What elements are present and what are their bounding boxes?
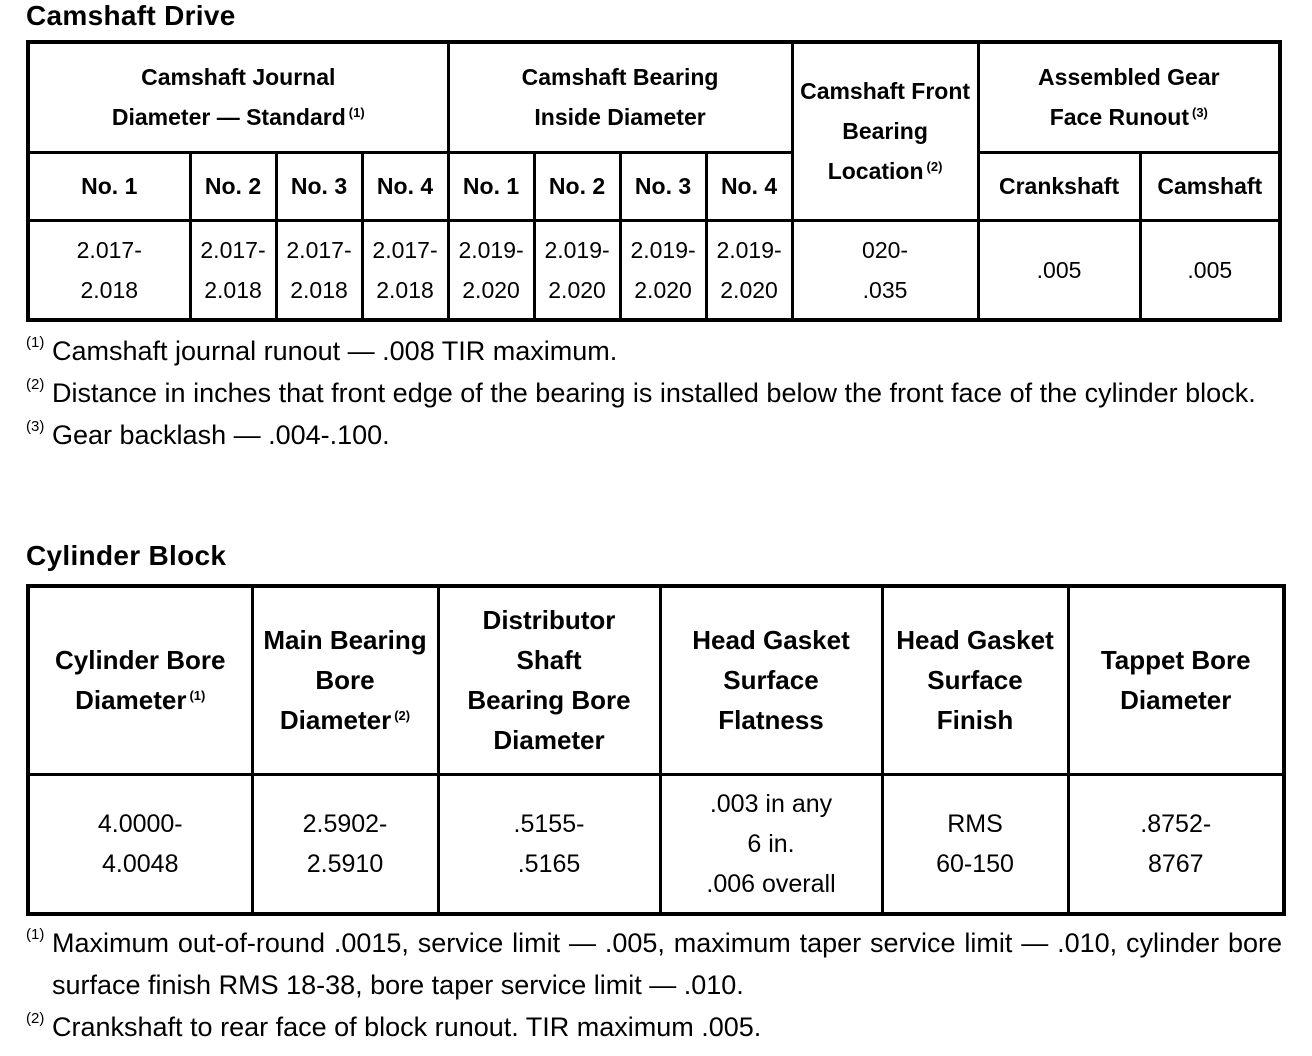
bearing-no2-value: 2.019- 2.020 — [534, 220, 620, 320]
front-bearing-location-header: Camshaft Front Bearing Location $^{(2)}$ — [792, 42, 978, 220]
footnote — [26, 922, 1282, 1006]
crankshaft-runout-value: .005 — [978, 220, 1140, 320]
distributor-shaft-bearing-bore-value: .5155- .5165 — [438, 774, 660, 914]
cylinder-bore-diameter-value: 4.0000- 4.0048 — [28, 774, 252, 914]
footnote — [26, 414, 1282, 456]
bearing-no1-value: 2.019- 2.020 — [448, 220, 534, 320]
footnote-marker: (2) — [394, 707, 411, 723]
distributor-shaft-bearing-bore-header: Distributor Shaft Bearing Bore Diameter — [438, 586, 660, 774]
bearing-no1-header: No. 1 — [448, 152, 534, 220]
footnote-marker: (1) — [348, 104, 365, 120]
bearing-no2-header: No. 2 — [534, 152, 620, 220]
footnote-marker: (3) — [26, 418, 45, 435]
head-gasket-flatness-header: Head Gasket Surface Flatness — [660, 586, 882, 774]
camshaft-runout-value: .005 — [1140, 220, 1280, 320]
cylinder-block-table — [26, 584, 1286, 916]
tappet-bore-diameter-value: .8752- 8767 — [1068, 774, 1284, 914]
footnote — [26, 372, 1282, 414]
journal-no2-value: 2.017- 2.018 — [190, 220, 276, 320]
footnote — [26, 330, 1282, 372]
camshaft-header: Camshaft — [1140, 152, 1280, 220]
footnote-marker: (2) — [26, 376, 45, 393]
front-bearing-location-value: 020- .035 — [792, 220, 978, 320]
footnote-text: Gear backlash — .004-.100. — [52, 420, 390, 450]
journal-no3-header: No. 3 — [276, 152, 362, 220]
footnote-marker: (1) — [189, 687, 206, 703]
footnote-text: Maximum out-of-round .0015, service limit — .005, maximum taper service limit — .010, cylinder bore surface finish RMS 18-38, bore taper service limit — .010. — [52, 928, 1282, 1000]
footnote-marker: (1) — [26, 926, 45, 943]
footnote-text: Crankshaft to rear face of block runout. TIR maximum .005. — [52, 1012, 762, 1042]
gear-face-runout-header: Assembled Gear Face Runout $^{(3)}$ — [978, 42, 1280, 152]
bearing-no4-header: No. 4 — [706, 152, 792, 220]
footnote-text: Camshaft journal runout — .008 TIR maximum. — [52, 336, 618, 366]
footnote — [26, 1006, 1282, 1048]
journal-no2-header: No. 2 — [190, 152, 276, 220]
bearing-no3-value: 2.019- 2.020 — [620, 220, 706, 320]
footnote-marker: (1) — [26, 334, 45, 351]
footnote-text: Distance in inches that front edge of the bearing is installed below the front face of the cylinder block. — [52, 378, 1256, 408]
bearing-inside-diameter-header: Camshaft Bearing Inside Diameter — [448, 42, 792, 152]
camshaft-drive-title: Camshaft Drive — [26, 0, 236, 31]
tappet-bore-diameter-header: Tappet Bore Diameter — [1068, 586, 1284, 774]
camshaft-footnotes — [26, 330, 1282, 456]
journal-no4-value: 2.017- 2.018 — [362, 220, 448, 320]
cylinder-bore-diameter-header: Cylinder Bore Diameter $^{(1)}$ — [28, 586, 252, 774]
footnote-marker: (3) — [1192, 104, 1208, 120]
crankshaft-header: Crankshaft — [978, 152, 1140, 220]
footnote-marker: (2) — [26, 1010, 45, 1027]
main-bearing-bore-diameter-header: Main Bearing Bore Diameter $^{(2)}$ — [252, 586, 438, 774]
head-gasket-flatness-value: .003 in any 6 in. .006 overall — [660, 774, 882, 914]
journal-no4-header: No. 4 — [362, 152, 448, 220]
camshaft-drive-table — [26, 40, 1282, 322]
bearing-no3-header: No. 3 — [620, 152, 706, 220]
head-gasket-finish-header: Head Gasket Surface Finish — [882, 586, 1068, 774]
journal-no3-value: 2.017- 2.018 — [276, 220, 362, 320]
cylinder-block-title: Cylinder Block — [26, 540, 227, 571]
journal-diameter-header: Camshaft Journal Diameter — Standard $^{(1)}$ — [28, 42, 448, 152]
bearing-no4-value: 2.019- 2.020 — [706, 220, 792, 320]
journal-no1-header: No. 1 — [28, 152, 190, 220]
cylinder-footnotes — [26, 922, 1282, 1048]
footnote-marker: (2) — [926, 158, 943, 174]
head-gasket-finish-value: RMS 60-150 — [882, 774, 1068, 914]
journal-no1-value: 2.017- 2.018 — [28, 220, 190, 320]
main-bearing-bore-diameter-value: 2.5902- 2.5910 — [252, 774, 438, 914]
